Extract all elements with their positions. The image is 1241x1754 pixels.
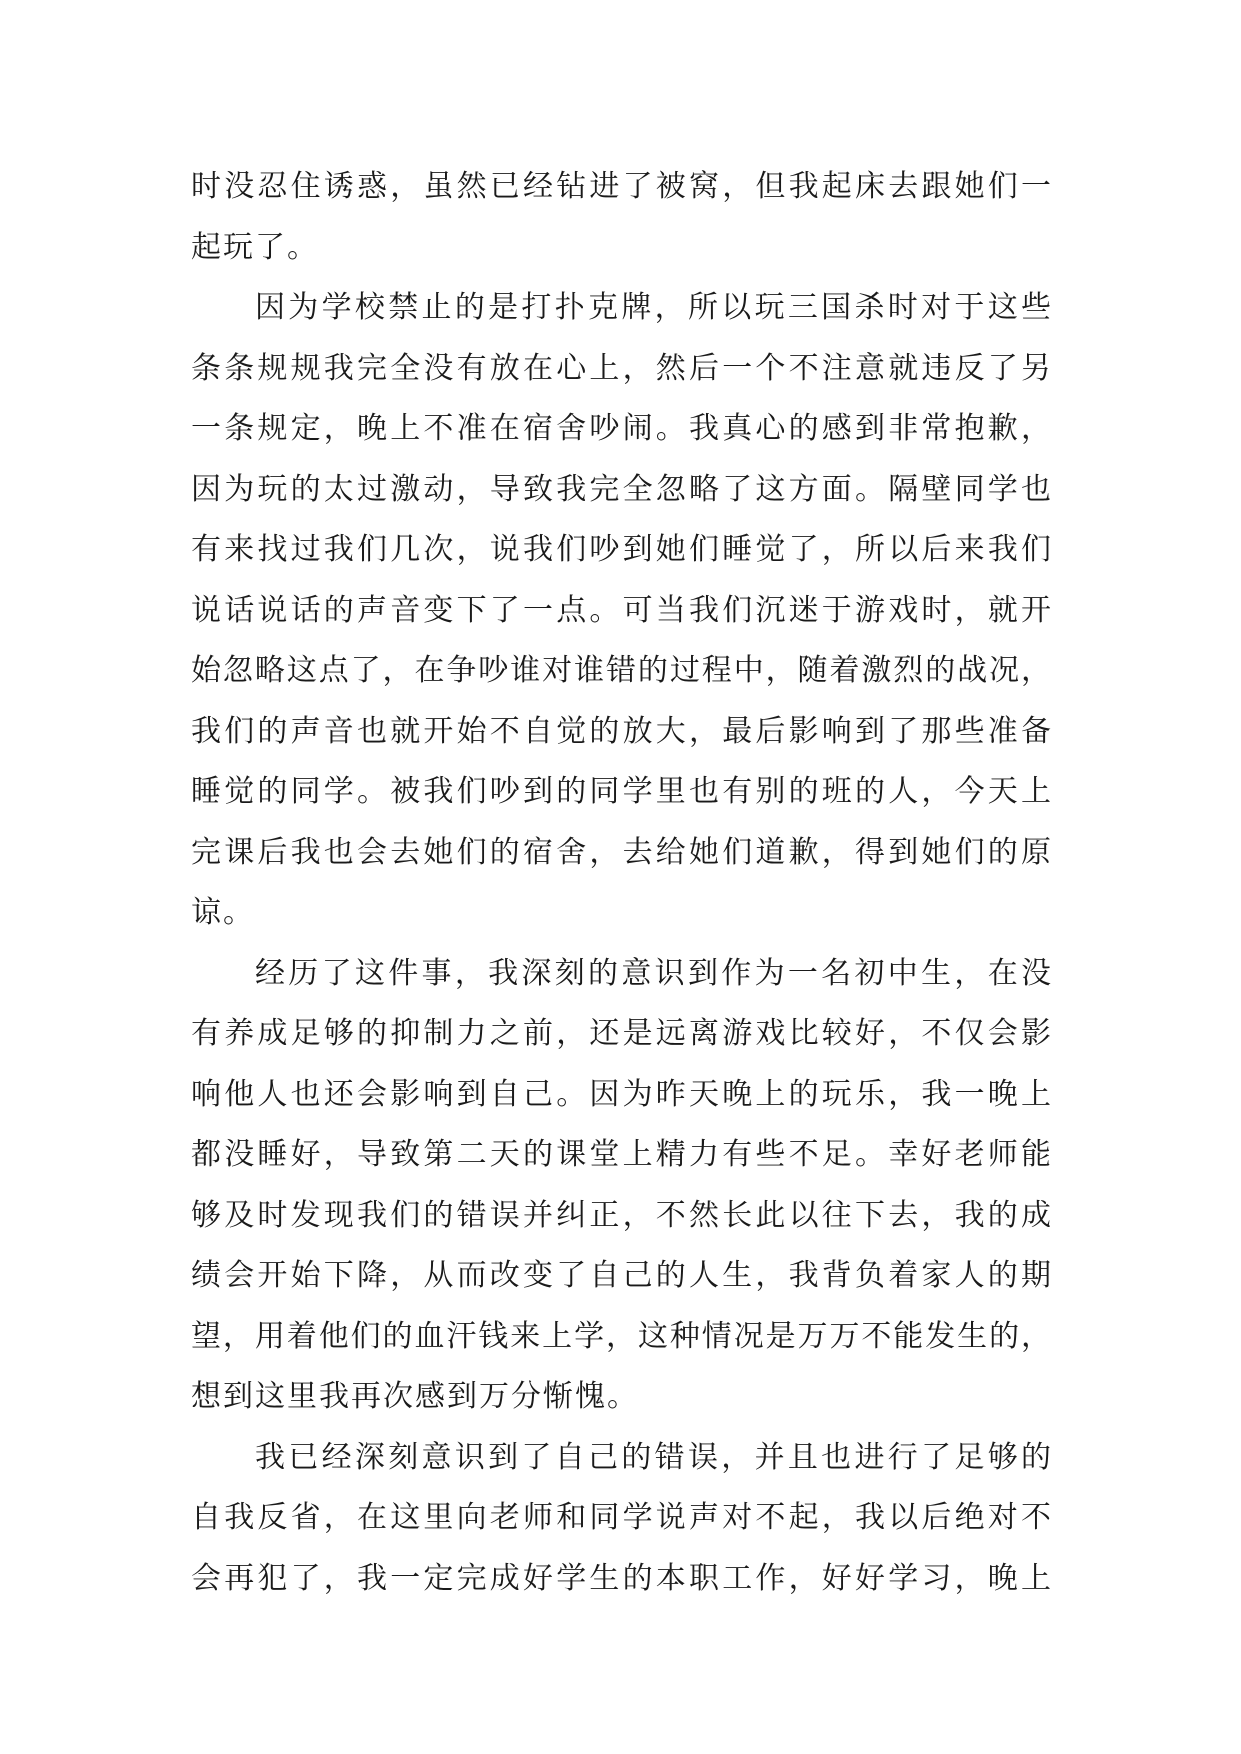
text-line: 完课后我也会去她们的宿舍，去给她们道歉，得到她们的原 (191, 834, 1051, 870)
text-line: 睡觉的同学。被我们吵到的同学里也有别的班的人，今天上 (191, 774, 1051, 809)
text-line: 谅。 (191, 895, 255, 930)
paragraph-start-line: 我已经深刻意识到了自己的错误，并且也进行了足够的 (255, 1439, 1051, 1475)
text-line: 有来找过我们几次，说我们吵到她们睡觉了，所以后来我们 (191, 532, 1051, 567)
text-line: 望，用着他们的血汗钱来上学，这种情况是万万不能发生的， (191, 1318, 1051, 1354)
text-line: 起玩了。 (191, 229, 319, 265)
text-line: 始忽略这点了，在争吵谁对谁错的过程中，随着激烈的战况， (191, 653, 1051, 688)
text-line: 一条规定，晚上不准在宿舍吵闹。我真心的感到非常抱歉， (191, 411, 1051, 446)
text-line: 自我反省，在这里向老师和同学说声对不起，我以后绝对不 (191, 1500, 1051, 1535)
text-line: 有养成足够的抑制力之前，还是远离游戏比较好，不仅会影 (191, 1016, 1051, 1051)
text-line: 条条规规我完全没有放在心上，然后一个不注意就违反了另 (191, 350, 1051, 386)
text-line: 会再犯了，我一定完成好学生的本职工作，好好学习，晚上 (191, 1560, 1051, 1596)
text-line: 响他人也还会影响到自己。因为昨天晚上的玩乐，我一晚上 (191, 1076, 1051, 1112)
text-line: 都没睡好，导致第二天的课堂上精力有些不足。幸好老师能 (191, 1137, 1051, 1172)
text-line: 够及时发现我们的错误并纠正，不然长此以往下去，我的成 (191, 1197, 1051, 1233)
text-line: 想到这里我再次感到万分惭愧。 (191, 1379, 639, 1414)
text-line: 我们的声音也就开始不自觉的放大，最后影响到了那些准备 (191, 713, 1051, 749)
text-line: 因为玩的太过激动，导致我完全忽略了这方面。隔壁同学也 (191, 471, 1051, 507)
paragraph-start-line: 经历了这件事，我深刻的意识到作为一名初中生，在没 (255, 955, 1051, 991)
text-line: 时没忍住诱惑，虽然已经钻进了被窝，但我起床去跟她们一 (191, 169, 1051, 204)
text-line: 绩会开始下降，从而改变了自己的人生，我背负着家人的期 (191, 1258, 1051, 1293)
text-line: 说话说话的声音变下了一点。可当我们沉迷于游戏时，就开 (191, 592, 1051, 628)
body-text (191, 157, 1051, 1609)
paragraph-start-line: 因为学校禁止的是打扑克牌，所以玩三国杀时对于这些 (255, 290, 1051, 325)
